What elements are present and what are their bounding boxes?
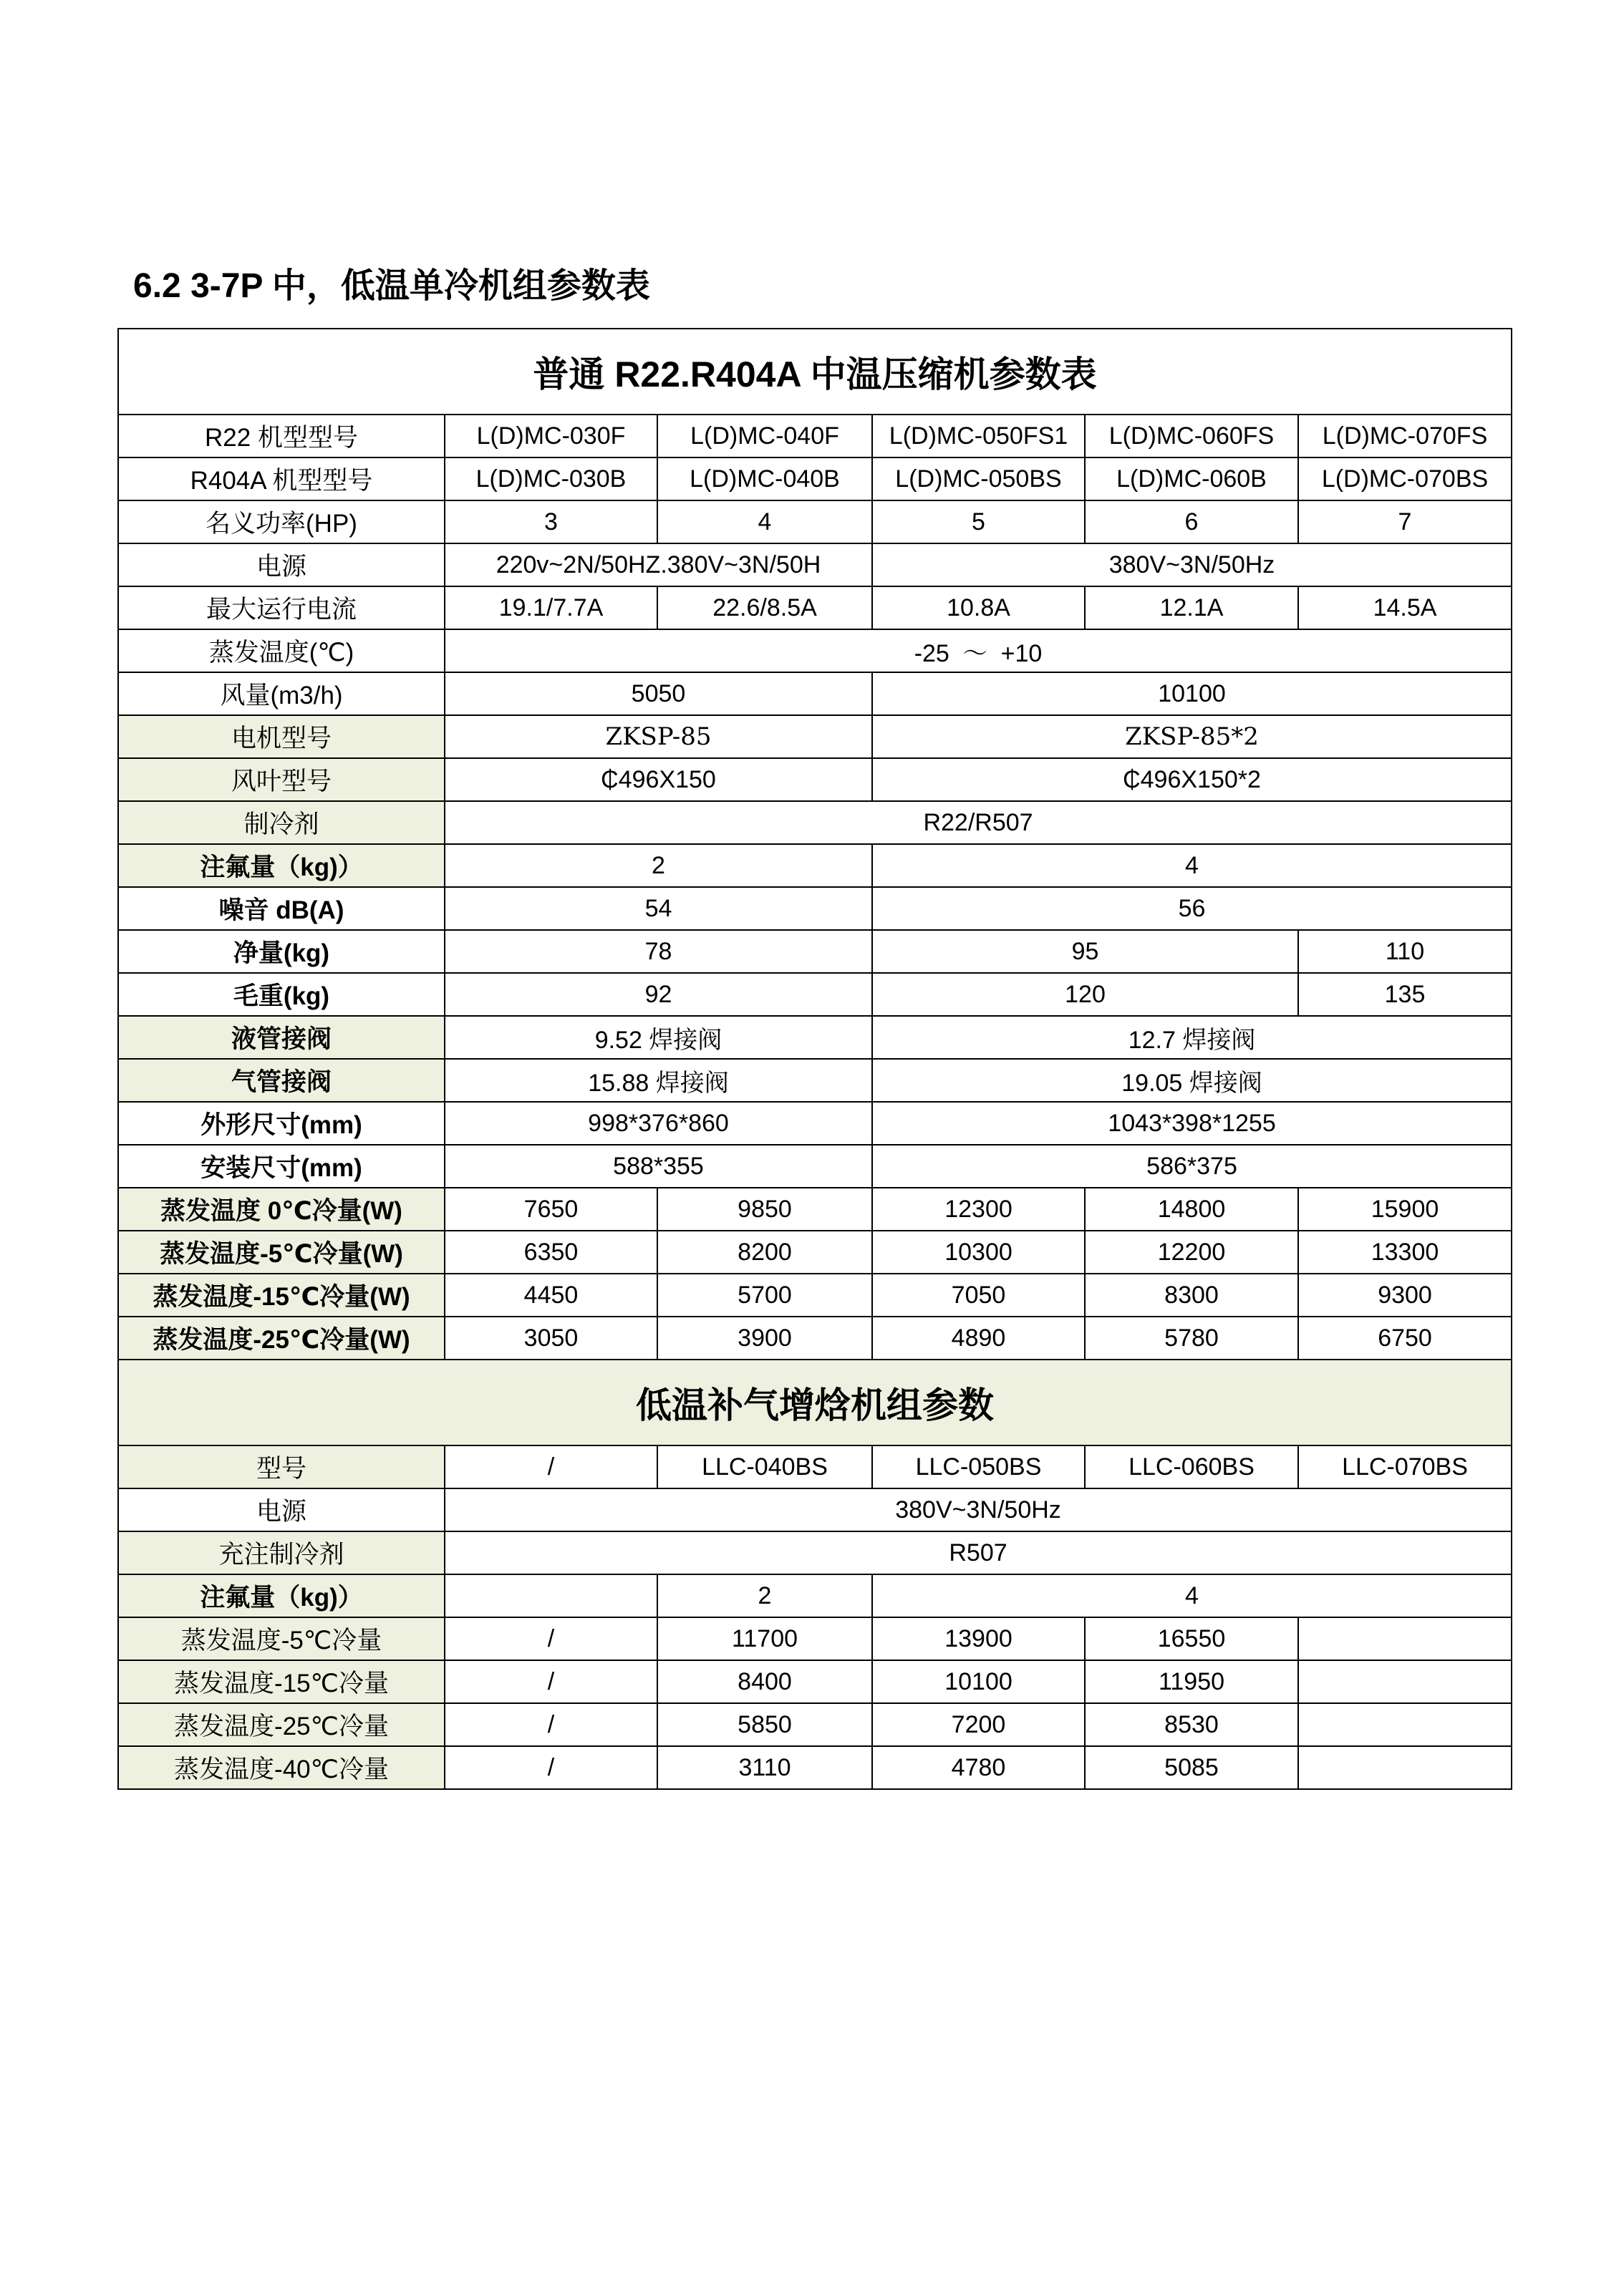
cell [1298,1617,1512,1660]
cell: / [445,1445,657,1488]
cell: 7 [1298,500,1512,543]
cell: / [445,1660,657,1703]
cell: 8300 [1085,1274,1298,1317]
table-row [118,1016,1512,1059]
cell: L(D)MC-070FS [1298,415,1512,457]
cell: 12.7 焊接阀 [872,1016,1512,1059]
cell: 12300 [872,1188,1085,1231]
cell: 14800 [1085,1188,1298,1231]
row-label: 电源 [118,543,445,586]
row-label: 最大运行电流 [118,586,445,629]
cell: 7650 [445,1188,657,1231]
cell: 15.88 焊接阀 [445,1059,872,1102]
table-row [118,973,1512,1016]
row-label: 蒸发温度-15℃冷量(W) [118,1274,445,1317]
cell: R22/R507 [445,801,1512,844]
row-label: 外形尺寸(mm) [118,1102,445,1145]
cell: 10100 [872,672,1512,715]
table-row [118,1188,1512,1231]
cell: 56 [872,887,1512,930]
cell: 5 [872,500,1085,543]
cell: L(D)MC-060FS [1085,415,1298,457]
row-label: 型号 [118,1445,445,1488]
cell: 2 [657,1574,872,1617]
table-row [118,1445,1512,1488]
cell: 998*376*860 [445,1102,872,1145]
table-row [118,1231,1512,1274]
cell: 3900 [657,1317,872,1360]
cell: 9850 [657,1188,872,1231]
cell: 9.52 焊接阀 [445,1016,872,1059]
cell: 4 [872,844,1512,887]
cell: 14.5A [1298,586,1512,629]
cell [1298,1660,1512,1703]
table-row [118,801,1512,844]
cell: ₵496X150 [445,758,872,801]
row-label: 蒸发温度-15℃冷量 [118,1660,445,1703]
cell: 5085 [1085,1746,1298,1789]
cell: 19.1/7.7A [445,586,657,629]
table-row [118,1746,1512,1789]
cell: 78 [445,930,872,973]
cell: 6750 [1298,1317,1512,1360]
cell: 3 [445,500,657,543]
table-row [118,887,1512,930]
cell [1298,1746,1512,1789]
row-label: 噪音 dB(A) [118,887,445,930]
table-row [118,844,1512,887]
table-row [118,1660,1512,1703]
cell: 586*375 [872,1145,1512,1188]
spec-table [117,328,1512,1790]
cell: ZKSP-85*2 [872,715,1512,758]
cell: 54 [445,887,872,930]
table-row [118,586,1512,629]
table-row [118,415,1512,457]
table1-title: 普通 R22.R404A 中温压缩机参数表 [118,329,1512,415]
cell: 2 [445,844,872,887]
table-row [118,758,1512,801]
cell: L(D)MC-050FS1 [872,415,1085,457]
cell: 11700 [657,1617,872,1660]
table-row [118,672,1512,715]
row-label: R22 机型型号 [118,415,445,457]
page-heading: 6.2 3-7P 中，低温单冷机组参数表 [133,267,650,305]
cell: LLC-040BS [657,1445,872,1488]
cell: L(D)MC-040F [657,415,872,457]
cell: 9300 [1298,1274,1512,1317]
row-label: 毛重(kg) [118,973,445,1016]
cell: 8200 [657,1231,872,1274]
row-label: 制冷剂 [118,801,445,844]
cell: 95 [872,930,1298,973]
cell: LLC-060BS [1085,1445,1298,1488]
cell: 4450 [445,1274,657,1317]
cell: / [445,1746,657,1789]
cell: 1043*398*1255 [872,1102,1512,1145]
table2-title-row [118,1360,1512,1445]
row-label: 气管接阀 [118,1059,445,1102]
cell: 380V~3N/50Hz [445,1488,1512,1531]
row-label: 蒸发温度 0℃冷量(W) [118,1188,445,1231]
cell: 15900 [1298,1188,1512,1231]
cell: 8400 [657,1660,872,1703]
cell: 19.05 焊接阀 [872,1059,1512,1102]
row-label: 电源 [118,1488,445,1531]
cell: 12.1A [1085,586,1298,629]
cell: ZKSP-85 [445,715,872,758]
cell: L(D)MC-030B [445,457,657,500]
table-row [118,1317,1512,1360]
table-row [118,1274,1512,1317]
table-row [118,543,1512,586]
cell: / [445,1617,657,1660]
cell: 120 [872,973,1298,1016]
table-row [118,1574,1512,1617]
table1-title-row [118,329,1512,415]
cell: 380V~3N/50Hz [872,543,1512,586]
cell: 13300 [1298,1231,1512,1274]
cell: 7200 [872,1703,1085,1746]
cell: L(D)MC-060B [1085,457,1298,500]
row-label: 净量(kg) [118,930,445,973]
row-label: 风量(m3/h) [118,672,445,715]
row-label: 蒸发温度-25℃冷量(W) [118,1317,445,1360]
cell: LLC-070BS [1298,1445,1512,1488]
cell: 588*355 [445,1145,872,1188]
cell: 4780 [872,1746,1085,1789]
cell [1298,1703,1512,1746]
row-label: 名义功率(HP) [118,500,445,543]
cell: L(D)MC-040B [657,457,872,500]
row-label: 蒸发温度(℃) [118,629,445,672]
table2-title: 低温补气增焓机组参数 [118,1360,1512,1445]
row-label: 风叶型号 [118,758,445,801]
table-row [118,930,1512,973]
row-label: R404A 机型型号 [118,457,445,500]
cell: 4 [657,500,872,543]
table-row [118,1059,1512,1102]
cell: 10100 [872,1660,1085,1703]
table-row [118,1531,1512,1574]
cell: / [445,1703,657,1746]
cell: 13900 [872,1617,1085,1660]
cell: 5850 [657,1703,872,1746]
table-row [118,457,1512,500]
cell: 6 [1085,500,1298,543]
cell: ₵496X150*2 [872,758,1512,801]
row-label: 蒸发温度-5℃冷量 [118,1617,445,1660]
cell: 6350 [445,1231,657,1274]
cell: 110 [1298,930,1512,973]
table-row [118,1102,1512,1145]
cell: 12200 [1085,1231,1298,1274]
cell: -25 ～ +10 [445,629,1512,672]
cell: L(D)MC-070BS [1298,457,1512,500]
cell: 8530 [1085,1703,1298,1746]
cell: 22.6/8.5A [657,586,872,629]
cell: L(D)MC-050BS [872,457,1085,500]
table-row [118,1488,1512,1531]
cell: 3110 [657,1746,872,1789]
cell: 10.8A [872,586,1085,629]
cell: LLC-050BS [872,1445,1085,1488]
cell: 4 [872,1574,1512,1617]
cell: 5780 [1085,1317,1298,1360]
cell: 5700 [657,1274,872,1317]
table-row [118,1145,1512,1188]
cell: 10300 [872,1231,1085,1274]
cell: 220v~2N/50HZ.380V~3N/50H [445,543,872,586]
cell: 135 [1298,973,1512,1016]
cell: L(D)MC-030F [445,415,657,457]
cell [445,1574,657,1617]
cell: 3050 [445,1317,657,1360]
cell: 5050 [445,672,872,715]
table-row [118,500,1512,543]
cell: 16550 [1085,1617,1298,1660]
row-label: 蒸发温度-40℃冷量 [118,1746,445,1789]
row-label: 蒸发温度-5℃冷量(W) [118,1231,445,1274]
row-label: 电机型号 [118,715,445,758]
row-label: 安装尺寸(mm) [118,1145,445,1188]
cell: R507 [445,1531,1512,1574]
cell: 4890 [872,1317,1085,1360]
cell: 11950 [1085,1660,1298,1703]
row-label: 注氟量（kg)） [118,1574,445,1617]
row-label: 蒸发温度-25℃冷量 [118,1703,445,1746]
table-row [118,629,1512,672]
row-label: 液管接阀 [118,1016,445,1059]
row-label: 注氟量（kg)） [118,844,445,887]
table-row [118,1617,1512,1660]
cell: 92 [445,973,872,1016]
row-label: 充注制冷剂 [118,1531,445,1574]
table-row [118,715,1512,758]
table-row [118,1703,1512,1746]
cell: 7050 [872,1274,1085,1317]
